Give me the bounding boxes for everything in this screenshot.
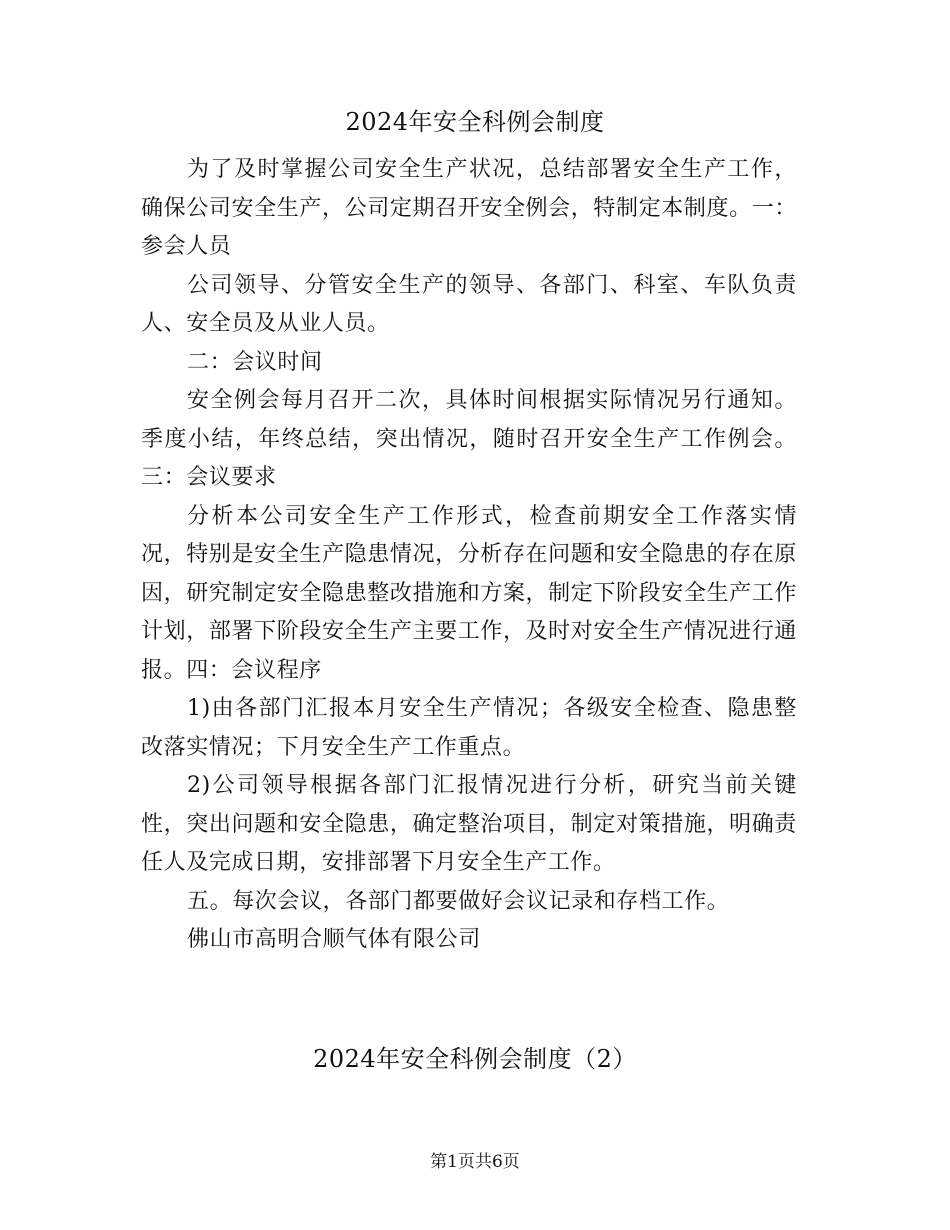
paragraph-time: 安全例会每月召开二次，具体时间根据实际情况另行通知。季度小结，年终总结，突出情况，随时召开安全生产工作例会。三：会议要求	[141, 388, 797, 490]
paragraph-records: 五。每次会议，各部门都要做好会议记录和存档工作。	[187, 888, 730, 914]
paragraph-company: 佛山市高明合顺气体有限公司	[187, 927, 481, 952]
document-title: 2024年安全科例会制度	[345, 108, 605, 136]
paragraph-attendees: 公司领导、分管安全生产的领导、各部门、科室、车队负责人、安全员及从业人员。	[141, 272, 797, 336]
paragraph-requirements: 分析本公司安全生产工作形式，检查前期安全工作落实情况，特别是安全生产隐患情况，分析存在问题和安全隐患的存在原因，研究制定安全隐患整改措施和方案，制定下阶段安全生产工作计划，部署下阶段安全生产主要工作，及时对安全生产情况进行通报。四：会议程序	[141, 503, 797, 683]
next-document-title: 2024年安全科例会制度（2）	[313, 1045, 637, 1073]
paragraph-intro: 为了及时掌握公司安全生产状况，总结部署安全生产工作，确保公司安全生产，公司定期召开安全例会，特制定本制度。一：参会人员	[141, 157, 797, 259]
paragraph-procedure-2: 2)公司领导根据各部门汇报情况进行分析，研究当前关键性，突出问题和安全隐患，确定整治项目，制定对策措施，明确责任人及完成日期，安排部署下月安全生产工作。	[141, 773, 797, 875]
page-number: 第1页共6页	[430, 1152, 520, 1172]
paragraph-procedure-1: 1)由各部门汇报本月安全生产情况；各级安全检查、隐患整改落实情况；下月安全生产工作重点。	[141, 696, 797, 760]
document-body	[141, 151, 797, 960]
paragraph-time-heading: 二：会议时间	[187, 349, 323, 375]
